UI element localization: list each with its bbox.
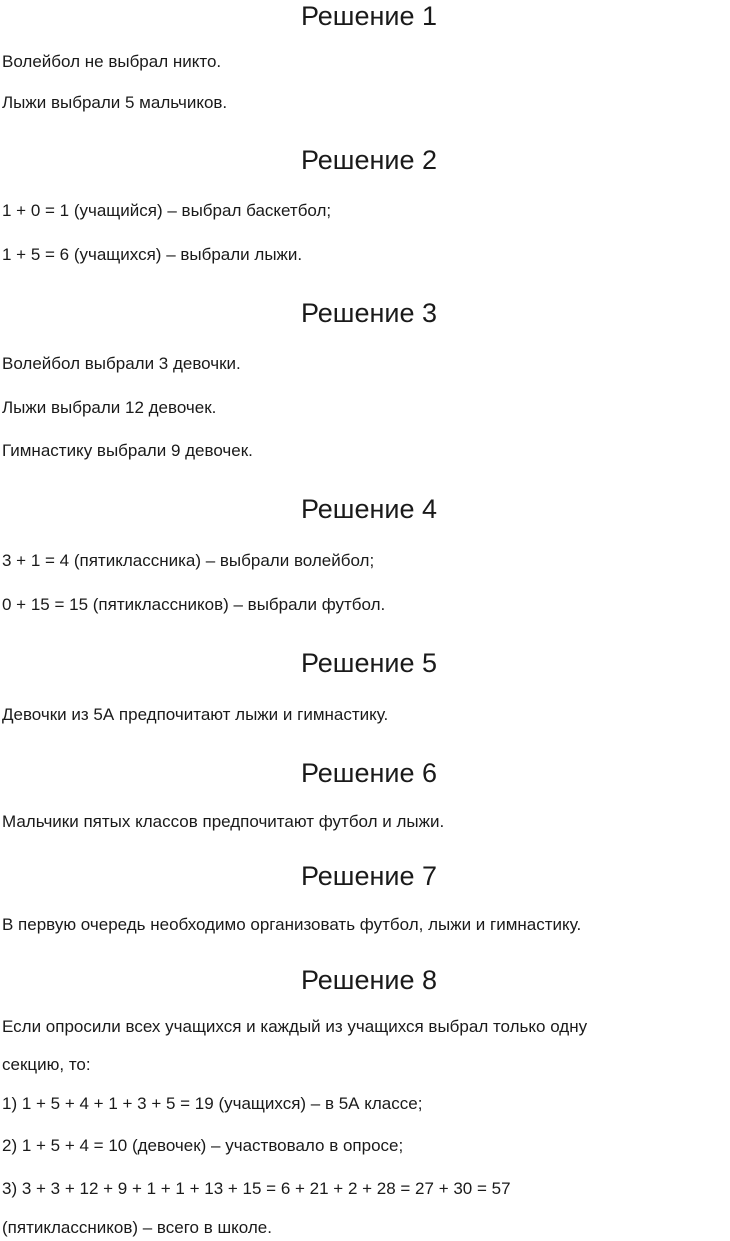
solution-2-line-1: 1 + 0 = 1 (учащийся) – выбрал баскетбол; xyxy=(2,201,332,220)
solution-8-line-5: 3) 3 + 3 + 12 + 9 + 1 + 1 + 13 + 15 = 6 + 21 + 2 + 28 = 27 + 30 = 57 xyxy=(2,1179,511,1198)
solution-3-line-3: Гимнастику выбрали 9 девочек. xyxy=(2,441,253,460)
solution-2-title: Решение 2 xyxy=(300,145,438,175)
solution-8-title: Решение 8 xyxy=(300,965,438,995)
solution-5-line-1: Девочки из 5А предпочитают лыжи и гимнастику. xyxy=(2,705,389,724)
solution-7-line-1: В первую очередь необходимо организовать футбол, лыжи и гимнастику. xyxy=(2,915,582,934)
solution-8-line-6: (пятиклассников) – всего в школе. xyxy=(2,1218,272,1237)
solution-3-title: Решение 3 xyxy=(300,298,438,328)
solution-5-title: Решение 5 xyxy=(300,648,438,678)
solution-3-line-1: Волейбол выбрали 3 девочки. xyxy=(2,354,241,373)
solution-4-line-2: 0 + 15 = 15 (пятиклассников) – выбрали футбол. xyxy=(2,595,386,614)
solution-1-title: Решение 1 xyxy=(300,1,438,31)
solution-4-line-1: 3 + 1 = 4 (пятиклассника) – выбрали волейбол; xyxy=(2,551,375,570)
solution-3-line-2: Лыжи выбрали 12 девочек. xyxy=(2,398,217,417)
solution-8-line-3: 1) 1 + 5 + 4 + 1 + 3 + 5 = 19 (учащихся) – в 5А классе; xyxy=(2,1094,423,1113)
solution-1-line-1: Волейбол не выбрал никто. xyxy=(2,52,222,71)
solution-6-title: Решение 6 xyxy=(300,758,438,788)
solution-1-line-2: Лыжи выбрали 5 мальчиков. xyxy=(2,93,228,112)
solution-6-line-1: Мальчики пятых классов предпочитают футбол и лыжи. xyxy=(2,812,445,831)
solution-2-line-2: 1 + 5 = 6 (учащихся) – выбрали лыжи. xyxy=(2,245,303,264)
solution-8-line-2: секцию, то: xyxy=(2,1055,91,1074)
solution-8-line-4: 2) 1 + 5 + 4 = 10 (девочек) – участвовало в опросе; xyxy=(2,1136,404,1155)
solution-7-title: Решение 7 xyxy=(300,861,438,891)
solution-4-title: Решение 4 xyxy=(300,494,438,524)
solution-8-line-1: Если опросили всех учащихся и каждый из учащихся выбрал только одну xyxy=(2,1017,588,1036)
